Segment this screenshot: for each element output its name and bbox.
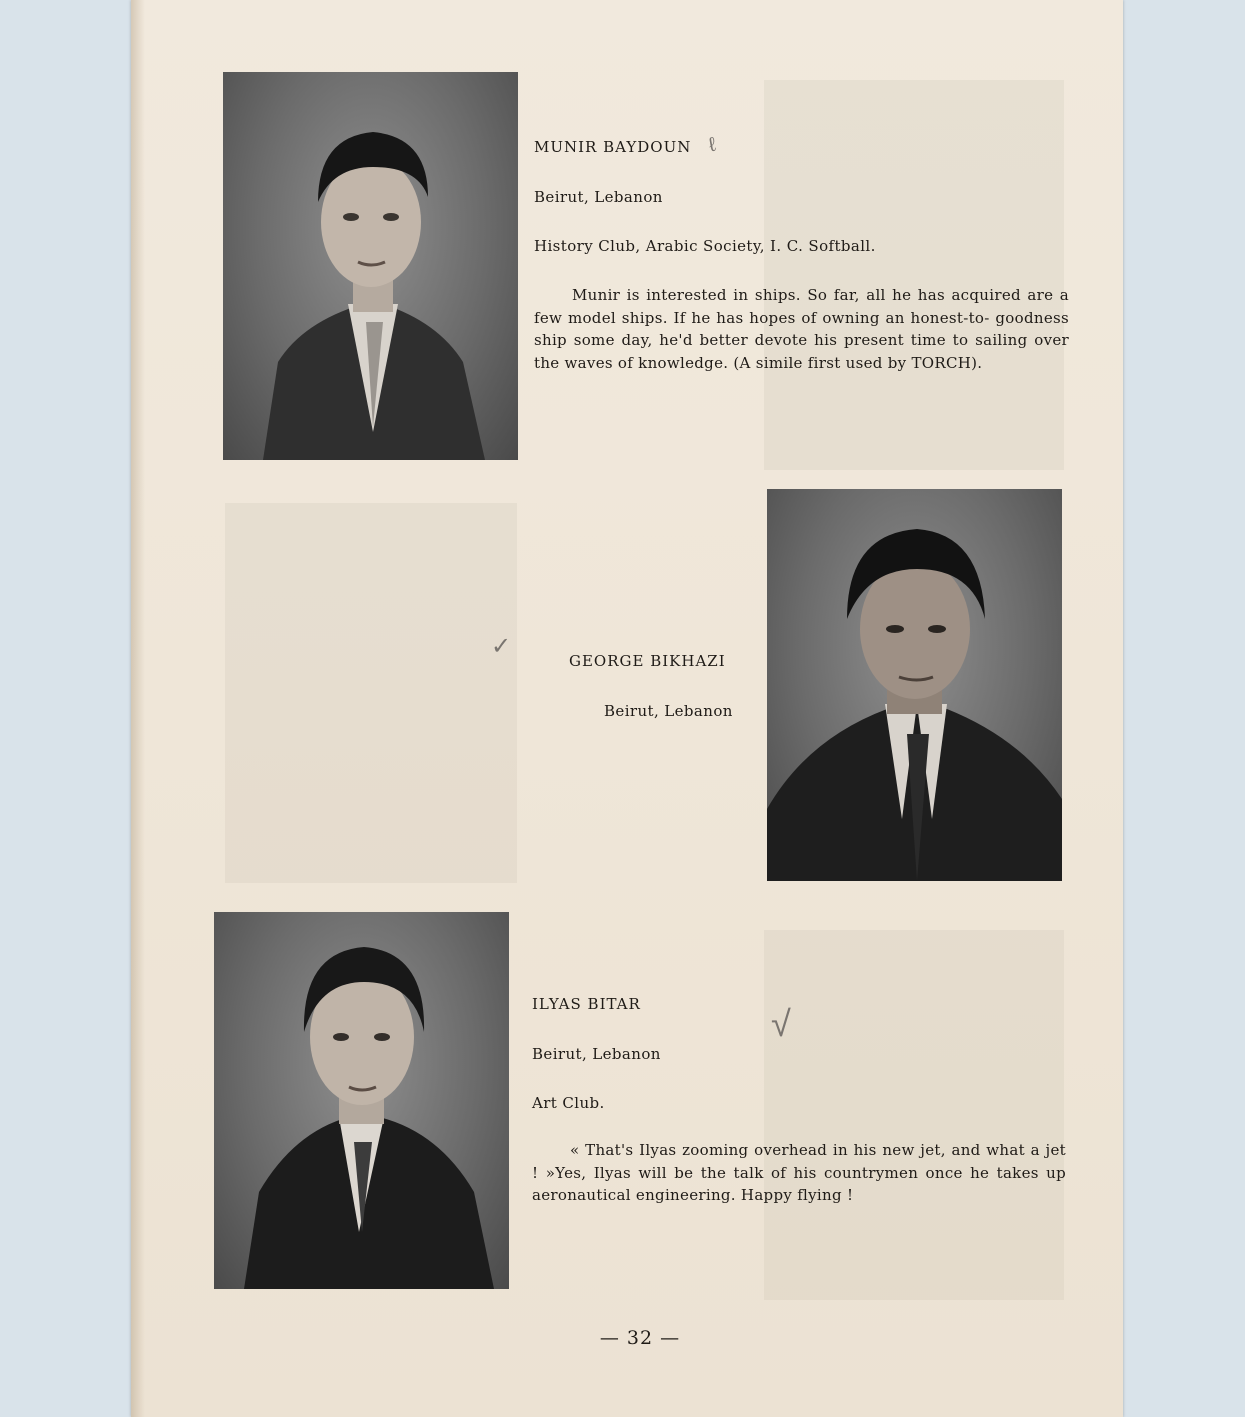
student-name: MUNIR BAYDOUN [534, 138, 692, 156]
bleed-through-photo [764, 80, 1064, 470]
student-hometown: Beirut, Lebanon [604, 702, 733, 720]
page-number: — 32 — [599, 1327, 681, 1349]
munir-baydoun-photo [223, 72, 518, 460]
student-name: ILYAS BITAR [532, 995, 641, 1013]
ilyas-bitar-photo [214, 912, 509, 1289]
check-mark: √ [771, 1004, 791, 1045]
student-bio: « That's Ilyas zooming overhead in his new jet, and what a jet ! »Yes, Ilyas will be the talk of his countrymen once he takes up aeronautical engineering. Happy flying ! [532, 1141, 1066, 1205]
student-name: GEORGE BIKHAZI [569, 652, 726, 670]
portrait-photo-icon [214, 912, 509, 1289]
student-hometown: Beirut, Lebanon [532, 1045, 661, 1063]
student-bio: Munir is interested in ships. So far, all he has acquired are a few model ships. If he has hopes of owning an honest-to- goodness ship some day, he'd better devote his present time to sailing over the waves of knowledge. (A simile first used by TORCH). [534, 286, 1069, 372]
student-hometown: Beirut, Lebanon [534, 188, 663, 206]
handwritten-mark: ℓ [706, 131, 718, 157]
bleed-through-photo [764, 930, 1064, 1300]
bleed-through-photo [225, 503, 517, 883]
yearbook-page [131, 0, 1123, 1417]
student-activities: History Club, Arabic Society, I. C. Softball. [534, 237, 876, 255]
george-bikhazi-photo [767, 489, 1062, 881]
portrait-photo-icon [767, 489, 1062, 881]
check-mark: ✓ [491, 632, 512, 660]
student-activities: Art Club. [532, 1094, 605, 1112]
portrait-photo-icon [223, 72, 518, 460]
